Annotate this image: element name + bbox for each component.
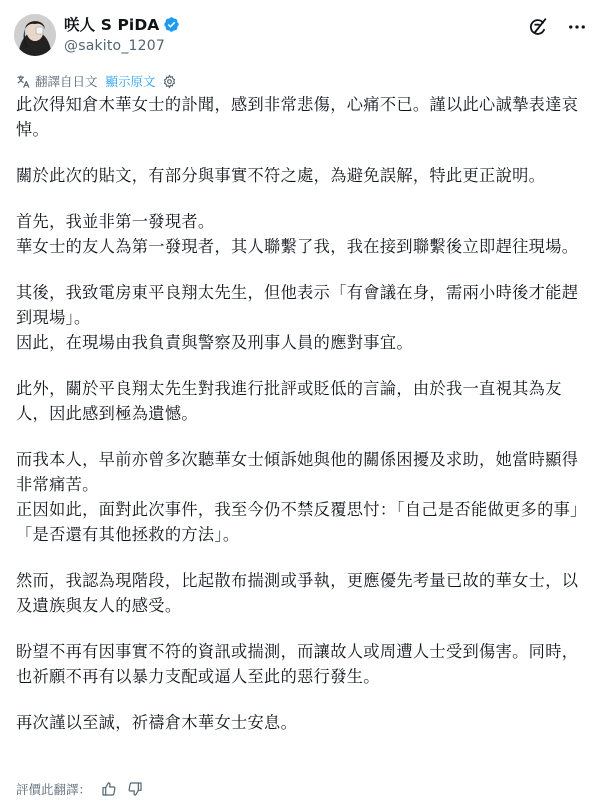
post-paragraph: 再次謹以至誠，祈禱倉木華女士安息。 — [16, 713, 298, 732]
post-paragraph: 盼望不再有因事實不符的資訊或揣測，而讓故人或周遭人士受到傷害。同時，也祈願不再有以暴力支配或逼人至此的惡行發生。 — [16, 642, 579, 686]
translation-bar — [16, 72, 177, 90]
verified-badge-icon — [163, 16, 180, 33]
header-actions — [527, 16, 587, 38]
avatar[interactable] — [14, 14, 56, 56]
author-handle[interactable]: @sakito_1207 — [64, 38, 165, 54]
show-original-link[interactable]: 顯示原文 — [105, 74, 156, 89]
thumbs-up-icon[interactable] — [101, 781, 117, 797]
translate-icon — [16, 74, 31, 89]
translated-from-label: 翻譯自日文 — [35, 74, 98, 89]
display-name-row — [64, 13, 180, 35]
post-header — [14, 12, 587, 60]
gear-icon[interactable] — [162, 74, 177, 89]
post-paragraph: 首先，我並非第一發現者。 華女士的友人為第一發現者，其人聯繫了我，我在接到聯繫後立即趕往現場。 — [16, 212, 579, 256]
post-paragraph: 此次得知倉木華女士的訃聞，感到非常悲傷，心痛不已。謹以此心誠摯表達哀悼。 — [16, 95, 579, 139]
grok-icon[interactable] — [527, 16, 549, 38]
display-name[interactable]: 咲人 S PiDA — [64, 16, 160, 34]
post-paragraph: 此外，關於平良翔太先生對我進行批評或貶低的言論，由於我一直視其為友人，因此感到極為遺憾。 — [16, 379, 562, 423]
post-body — [16, 92, 586, 735]
rate-translation-label: 評價此翻譯： — [16, 782, 92, 797]
author-block — [64, 13, 180, 54]
post-paragraph: 關於此次的貼文，有部分與事實不符之處，為避免誤解，特此更正說明。 — [16, 166, 546, 185]
post-paragraph: 然而，我認為現階段，比起散布揣測或爭執，更應優先考量已故的華女士，以及遺族與友人的感受。 — [16, 571, 579, 615]
post-paragraph: 其後，我致電房東平良翔太先生，但他表示「有會議在身，需兩小時後才能趕到現場」。 因此，在現場由我負責與警察及刑事人員的應對事宜。 — [16, 283, 579, 352]
thumbs-down-icon[interactable] — [127, 781, 143, 797]
post-paragraph: 而我本人，早前亦曾多次聽華女士傾訴她與他的關係困擾及求助，她當時顯得非常痛苦。 正因如此，面對此次事件，我至今仍不禁反覆思忖：「自己是否能做更多的事」「是否還有其他拯救的方法」。 — [16, 450, 579, 544]
more-icon[interactable] — [567, 17, 587, 37]
rate-translation-bar — [16, 779, 143, 799]
